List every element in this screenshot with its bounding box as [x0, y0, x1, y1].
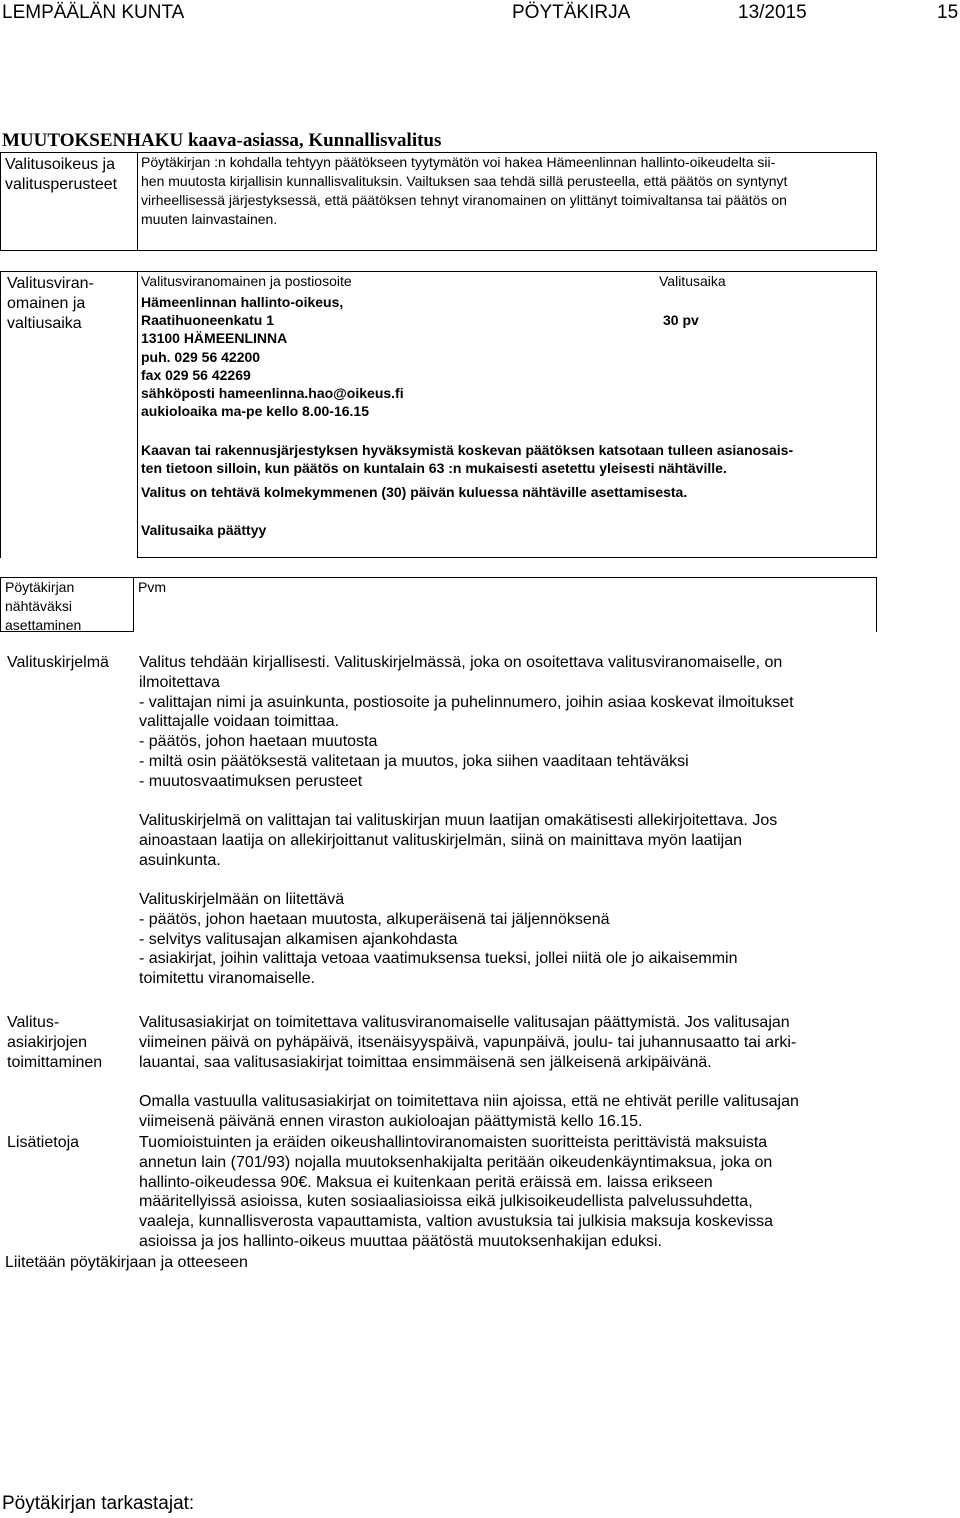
document-number: 13/2015	[738, 2, 807, 23]
text-line: Valituskirjelmään on liitettävä	[139, 891, 345, 908]
section-bottom-border	[137, 557, 877, 558]
appeal-letter-label: Valituskirjelmä	[7, 654, 109, 671]
label-line: valtiusaika	[7, 315, 82, 332]
appeal-period-value: 30 pv	[663, 312, 699, 328]
appeal-period-ends: Valitusaika päättyy	[141, 522, 267, 538]
label-line: omainen ja	[7, 295, 86, 312]
text-line: - muutosvaatimuksen perusteet	[139, 772, 363, 790]
text-line: Pöytäkirjan :n kohdalla tehtyyn päätökseen tyytymätön voi hakea Hämeenlinnan hallinto-oikeudelta sii-	[141, 154, 776, 170]
text-line: virheellisessä järjestyksessä, että päätöksen tehnyt viranomainen on ylittänyt toimivaltansa tai päätös on	[141, 192, 787, 208]
authority-label	[7, 274, 94, 334]
text-line: Tuomioistuinten ja eräiden oikeushallintoviranomaisten suoritteista perittävistä maksuista	[139, 1134, 768, 1151]
page-number: 15	[937, 2, 959, 23]
notice-text	[141, 441, 793, 477]
label-line: valitusperusteet	[5, 176, 118, 193]
additional-info-text	[139, 1133, 773, 1252]
section-left-border	[0, 577, 1, 632]
deadline-text: Valitus on tehtävä kolmekymmenen (30) päivän kuluessa nähtäville asettamisesta.	[141, 484, 688, 500]
posting-label	[5, 578, 81, 635]
section-top-border	[0, 577, 877, 578]
appeal-letter-para3	[139, 890, 738, 989]
column-divider	[137, 271, 138, 558]
text-line: ainoastaan laatija on allekirjoittanut valituskirjelmän, siinä on mainittava myön laatijan	[139, 831, 742, 849]
text-line: ilmoitettava	[139, 673, 220, 691]
text-line: viimeinen päivä on pyhäpäivä, itsenäisyyspäivä, vapunpäivä, joulu- tai juhannusaatto tai arki-	[139, 1033, 797, 1051]
label-line: Valitus-	[7, 1014, 60, 1031]
attachment-note: Liitetään pöytäkirjaan ja otteeseen	[5, 1254, 248, 1271]
text-line: asioissa ja jos hallinto-oikeus muuttaa päätöstä muutoksenhakijan eduksi.	[139, 1232, 662, 1250]
document-type: PÖYTÄKIRJA	[512, 2, 631, 23]
label-line: asiakirjojen	[7, 1033, 88, 1051]
appeal-right-label	[5, 155, 117, 195]
additional-info-label: Lisätietoja	[7, 1134, 80, 1151]
appeal-letter-para2	[139, 811, 777, 870]
documents-delivery-para2	[139, 1092, 799, 1132]
text-line: - miltä osin päätöksestä valitetaan ja muutos, joka siihen vaaditaan tehtäväksi	[139, 752, 689, 770]
appeal-letter-para1	[139, 653, 794, 792]
text-line: - päätös, johon haetaan muutosta, alkuperäisenä tai jäljennöksenä	[139, 910, 610, 928]
text-line: - päätös, johon haetaan muutosta	[139, 733, 378, 751]
section-left-border	[0, 271, 1, 558]
text-line: asuinkunta.	[139, 851, 221, 869]
text-line: hen muutosta kirjallisin kunnallisvalituksin. Vailtuksen saa tehdä sillä perusteella, että päätös on syntynyt	[141, 173, 788, 189]
text-line: hallinto-oikeudessa 90€. Maksua ei kuitenkaan peritä eräissä em. laissa erikseen	[139, 1173, 713, 1191]
section-right-border	[876, 577, 877, 632]
text-line: määritellyissä asioissa, kuten sosiaaliasioissa eikä julkisoikeudellista palvelussuhdetta,	[139, 1193, 753, 1211]
municipality-name: LEMPÄÄLÄN KUNTA	[2, 2, 185, 23]
opening-hours-line: aukioloaika ma-pe kello 8.00-16.15	[141, 403, 370, 420]
label-line: toimittaminen	[7, 1053, 103, 1071]
text-line: - valittajan nimi ja asuinkunta, postiosoite ja puhelinnumero, joihin asiaa koskevat ilmoitukset	[139, 693, 794, 711]
documents-delivery-para1	[139, 1013, 796, 1072]
text-line: toimitettu viranomaiselle.	[139, 970, 316, 988]
section-right-border	[876, 271, 877, 558]
column-divider	[133, 577, 134, 632]
authority-address	[141, 293, 404, 420]
text-line: Valitusasiakirjat on toimitettava valitusviranomaiselle valitusajan päättymistä. Jos valitusajan	[139, 1014, 790, 1031]
label-line: Pöytäkirjan	[5, 579, 75, 595]
appeal-right-text	[141, 153, 787, 229]
text-line: muuten lainvastainen.	[141, 211, 278, 227]
address-line: Hämeenlinnan hallinto-oikeus,	[141, 294, 344, 310]
documents-delivery-label	[7, 1013, 102, 1072]
address-line: fax 029 56 42269	[141, 366, 251, 383]
label-line: Valitusviran-	[7, 275, 94, 292]
text-line: viimeisenä päivänä ennen viraston aukioloajan päättymistä kello 16.15.	[139, 1112, 643, 1130]
address-header: Valitusviranomainen ja postiosoite	[141, 273, 352, 289]
text-line: valittajalle voidaan toimittaa.	[139, 713, 340, 731]
reviewers-label: Pöytäkirjan tarkastajat:	[2, 1493, 195, 1514]
page-title: MUUTOKSENHAKU kaava-asiassa, Kunnallisvalitus	[2, 130, 442, 151]
section-top-border	[0, 271, 877, 272]
text-line: lauantai, saa valitusasiakirjat toimittaa ensimmäisenä sen jälkeisenä arkipäivänä.	[139, 1053, 712, 1071]
notice-line: ten tietoon silloin, kun päätös on kuntalain 63 :n mukaisesti asetettu yleisesti nähtäville.	[141, 460, 727, 477]
appeal-period-header: Valitusaika	[659, 273, 726, 289]
label-line: asettaminen	[5, 617, 82, 633]
text-line: - selvitys valitusajan alkamisen ajankohdasta	[139, 930, 458, 948]
text-line: - asiakirjat, joihin valittaja vetoaa vaatimuksensa tueksi, jollei niitä ole jo aikaisemmin	[139, 950, 738, 968]
text-line: Valituskirjelmä on valittajan tai valituskirjan muun laatijan omakätisesti allekirjoitettava. Jos	[139, 812, 778, 829]
address-line: Raatihuoneenkatu 1	[141, 312, 275, 329]
text-line: Valitus tehdään kirjallisesti. Valituskirjelmässä, joka on osoitettava valitusviranomaiselle, on	[139, 654, 783, 671]
label-line: Valitusoikeus ja	[5, 156, 115, 173]
text-line: vaaleja, kunnallisverosta vapauttamista, valtion avustuksia tai julkisia maksuja koskevissa	[139, 1213, 774, 1231]
posting-date-label: Pvm	[138, 579, 166, 595]
address-line: 13100 HÄMEENLINNA	[141, 330, 288, 347]
column-divider	[137, 152, 138, 251]
label-line: nähtäväksi	[5, 598, 72, 614]
text-line: annetun lain (701/93) nojalla muutoksenhakijalta peritään oikeudenkäyntimaksua, joka on	[139, 1153, 773, 1171]
text-line: Omalla vastuulla valitusasiakirjat on toimitettava niin ajoissa, että ne ehtivät perille valitusajan	[139, 1093, 799, 1110]
notice-line: Kaavan tai rakennusjärjestyksen hyväksymistä koskevan päätöksen katsotaan tulleen asianosais-	[141, 442, 794, 458]
email-line: sähköposti hameenlinna.hao@oikeus.fi	[141, 385, 404, 402]
address-line: puh. 029 56 42200	[141, 348, 261, 365]
